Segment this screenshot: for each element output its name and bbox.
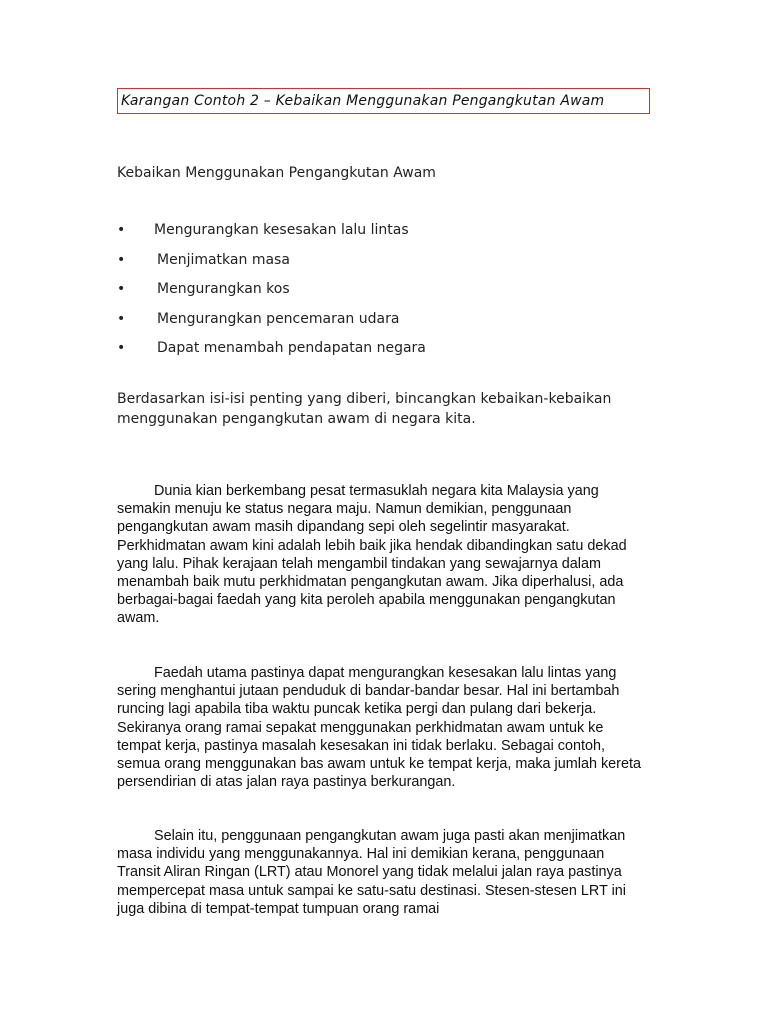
essay-paragraph-3 <box>117 827 647 918</box>
list-item-text: Dapat menambah pendapatan negara <box>157 340 426 356</box>
bullet-dot-icon: • <box>117 281 126 297</box>
list-item-text: Mengurangkan pencemaran udara <box>157 310 400 327</box>
bullet-dot-icon: • <box>117 340 126 356</box>
document-title: Karangan Contoh 2 – Kebaikan Menggunakan Pengangkutan Awam <box>121 93 605 109</box>
paragraph-text: Dunia kian berkembang pesat termasuklah negara kita Malaysia yang semakin menuju ke status negara maju. Namun demikian, penggunaan pengangkutan awam masih dipandang sepi oleh segelintir masyarakat. Perkhidmatan awam kini adalah lebih baik jika hendak dibandingkan satu dekad yang lalu. Pihak kerajaan telah mengambil tindakan yang sewajarnya dalam menambah baik mutu perkhidmatan pengangkutan awam. Jika diperhalusi, ada berbagai-bagai faedah yang kita peroleh apabila menggunakan pengangkutan awam. <box>117 483 627 627</box>
essay-paragraph-2 <box>117 664 647 791</box>
list-item-text: Menjimatkan masa <box>157 251 290 268</box>
list-item-text: Mengurangkan kesesakan lalu lintas <box>154 222 409 238</box>
paragraph-text: Faedah utama pastinya dapat mengurangkan kesesakan lalu lintas yang sering menghantui jutaan penduduk di bandar-bandar besar. Hal ini bertambah runcing lagi apabila tiba waktu puncak ketika pergi dan pulang dari bekerja. Sekiranya orang ramai sepakat menggunakan perkhidmatan awam untuk ke tempat kerja, pastinya masalah kesesakan ini tidak berlaku. Sebagai contoh, semua orang menggunakan bas awam untuk ke tempat kerja, maka jumlah kereta persendirian di atas jalan raya pastinya berkurangan. <box>117 665 641 791</box>
title-box <box>117 88 650 114</box>
paragraph-text: Selain itu, penggunaan pengangkutan awam juga pasti akan menjimatkan masa individu yang menggunakannya. Hal ini demikian kerana, penggunaan Transit Aliran Ringan (LRT) atau Monorel yang tidak melalui jalan raya pastinya mempercepat masa untuk sampai ke satu-satu destinasi. Stesen-stesen LRT ini juga dibina di tempat-tempat tumpuan orang ramai <box>117 828 626 917</box>
list-item-text: Mengurangkan kos <box>157 281 290 297</box>
bullet-dot-icon: • <box>117 310 126 327</box>
essay-paragraph-1 <box>117 482 647 628</box>
section-subtitle: Kebaikan Menggunakan Pengangkutan Awam <box>117 165 436 181</box>
bullet-dot-icon: • <box>117 251 126 268</box>
bullet-dot-icon: • <box>117 222 126 238</box>
essay-question: Berdasarkan isi-isi penting yang diberi, bincangkan kebaikan-kebaikan menggunakan pengangkutan awam di negara kita. <box>117 391 612 427</box>
